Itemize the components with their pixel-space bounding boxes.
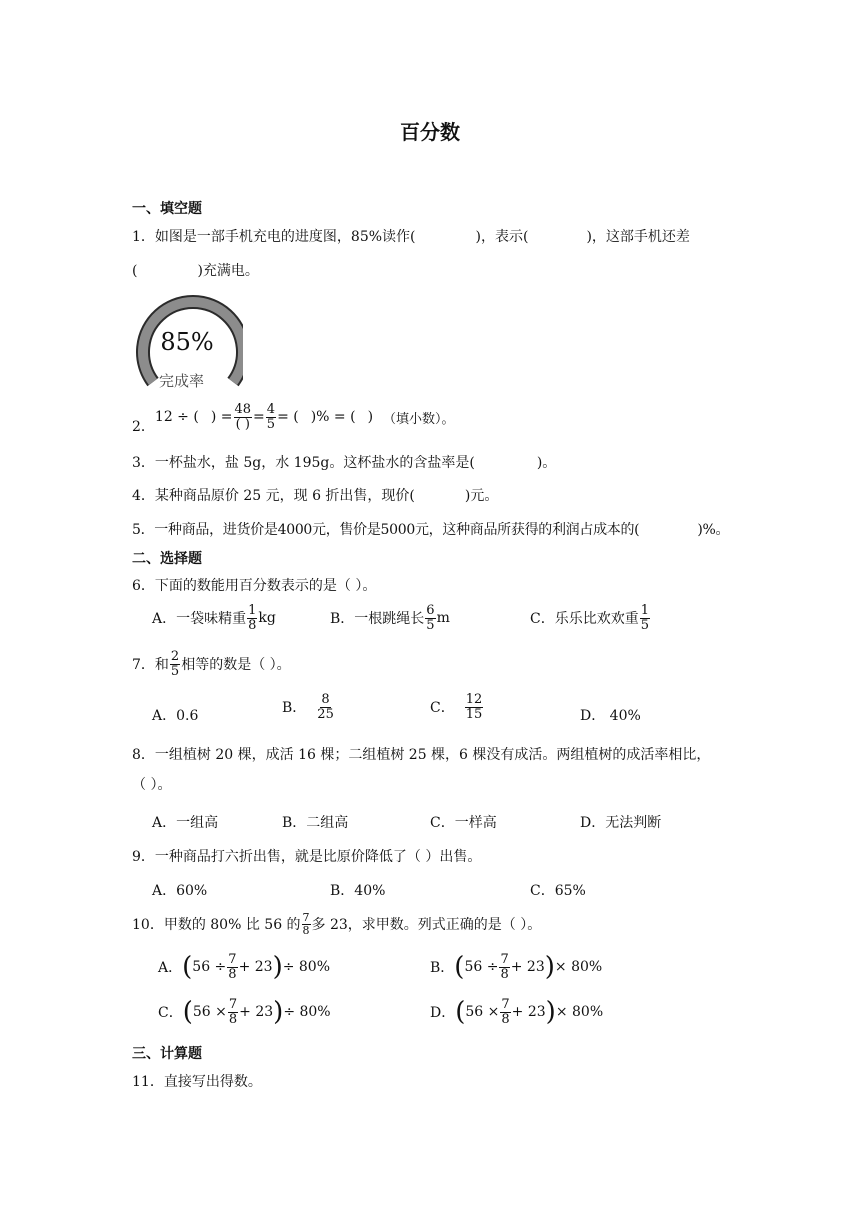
q2-f2-denominator: 5 [266,416,276,432]
q1-text-e: )充满电。 [197,263,259,279]
q7-num: 2 [170,649,180,664]
q8-option-a[interactable]: A．一组高 [152,815,219,831]
q10-b-label: B． [430,960,455,976]
q10-a-label: A． [158,960,183,976]
q7-den: 5 [170,663,180,679]
q7-c-num: 12 [465,692,483,707]
q10-c-operation: ÷ 80% [283,1004,331,1020]
q10-b-fraction [499,953,509,981]
q10-d-label: D． [430,1005,456,1021]
q7-b-label: B． [282,700,307,717]
q10-option-d[interactable] [430,997,603,1027]
q10-c-fraction [228,998,238,1026]
gauge-value: 85% [160,328,214,356]
q6-c-den: 5 [640,617,649,633]
q2-note: （填小数）。 [383,411,455,427]
q7-c-fraction [465,693,484,721]
q10-c-close-paren: ) [273,997,284,1027]
q10-num: 7 [302,911,310,924]
q10-den: 8 [302,923,310,937]
q2-equals: = [253,409,265,425]
q10-option-c[interactable] [158,997,331,1027]
q10-fraction [302,912,311,936]
q7-b-num: 8 [321,692,330,707]
q2-f1-denominator: ( ) [235,416,250,432]
q2-part-2: ) = [210,409,233,425]
q2-part-1: 12 ÷ ( [154,409,199,425]
q3-text: 3．一杯盐水，盐 5g，水 195g。这杯盐水的含盐率是( [132,455,475,471]
q1-text-c: )，这部手机还差 [586,229,690,245]
q6-b-unit: m [436,610,450,627]
q10-a-close-paren: ) [272,952,283,982]
question-1-line-1 [132,226,690,246]
q10-b-open-paren: ( [454,952,465,982]
q8-option-b[interactable]: B．二组高 [282,815,349,831]
q6-b-fraction [425,604,435,632]
q7-b-fraction [316,693,335,721]
q2-number: 2． [132,419,155,435]
q7-pre: 7．和 [132,657,169,674]
q10-d-operation: × 80% [555,1004,604,1020]
q6-a-num: 1 [248,603,257,618]
gauge-label: 完成率 [159,372,205,390]
q6-option-c[interactable] [530,604,651,632]
q9-option-a[interactable]: A．60% [152,883,208,899]
q7-option-c[interactable] [430,693,484,721]
q2-part-3: = ( [277,409,299,425]
q10-option-a[interactable] [158,952,330,982]
q10-pre: 10．甲数的 80% 比 56 的 [132,917,301,934]
q10-c-term-1: 56 × [192,1004,227,1020]
section-heading-fill-in: 一、填空题 [132,201,202,217]
page-title: 百分数 [400,120,460,144]
q6-b-num: 6 [426,603,435,618]
section-heading-choice: 二、选择题 [132,551,202,567]
q10-b-den: 8 [500,966,509,982]
q7-option-a[interactable]: A．0.6 [152,708,199,724]
q6-c-num: 1 [640,603,649,618]
q10-a-fraction [227,953,237,981]
q10-c-num: 7 [228,996,238,1012]
question-8-line-2: （ ）。 [132,777,172,793]
q10-a-operation: ÷ 80% [282,959,331,975]
q8-option-d[interactable]: D．无法判断 [580,815,662,831]
q10-c-label: C． [158,1005,183,1021]
q6-option-b[interactable] [330,604,450,632]
q10-b-term-1: 56 ÷ [464,959,499,975]
question-10-stem [132,912,541,936]
section-heading-calculation: 三、计算题 [132,1046,202,1062]
q10-d-fraction [500,998,510,1026]
q1-text-b: )，表示( [475,229,529,245]
question-1-line-2 [132,260,259,280]
q4-end: )元。 [464,488,499,504]
question-8-line-1: 8．一组植树 20 棵，成活 16 棵；二组植树 25 棵，6 棵没有成活。两组植树的成活率相比， [132,747,711,763]
q7-option-d[interactable]: D． 40% [580,708,641,724]
q2-fraction-2 [266,403,276,431]
q3-end: )。 [536,455,557,471]
q7-post: 相等的数是（ ）。 [181,657,291,674]
q6-a-text: A．一袋味精重 [152,611,247,628]
q10-c-den: 8 [228,1011,238,1027]
question-4 [132,485,498,505]
q2-f1-numerator: 48 [234,401,252,417]
question-5 [132,519,729,539]
q10-b-num: 7 [500,951,509,967]
q6-c-text: C．乐乐比欢欢重 [530,611,639,628]
q7-fraction [170,650,180,678]
q10-d-close-paren: ) [545,997,556,1027]
q6-a-den: 8 [248,617,257,633]
q8-option-c[interactable]: C．一样高 [430,815,497,831]
q7-c-label: C． [430,700,455,717]
q2-f2-numerator: 4 [266,401,276,417]
q10-d-open-paren: ( [455,997,466,1027]
question-11: 11．直接写出得数。 [132,1074,262,1090]
q4-text: 4．某种商品原价 25 元，现 6 折出售，现价( [132,488,415,504]
q2-part-5: ) [367,409,374,425]
q7-option-b[interactable] [282,693,336,721]
q6-b-text: B．一根跳绳长 [330,611,425,628]
q10-option-b[interactable] [430,952,602,982]
q10-a-term-1: 56 ÷ [192,959,227,975]
question-6-stem: 6．下面的数能用百分数表示的是（ ）。 [132,578,377,594]
q2-part-4: )% = ( [310,409,356,425]
question-9-stem: 9．一种商品打六折出售，就是比原价降低了（ ）出售。 [132,849,482,865]
q6-c-fraction [640,604,650,632]
q10-d-den: 8 [501,1011,510,1027]
q10-b-operation: × 80% [554,959,603,975]
q10-a-term-2: + 23 [238,959,273,975]
question-2 [132,398,455,436]
q6-b-den: 5 [426,617,435,633]
q10-d-num: 7 [501,996,510,1012]
q10-a-num: 7 [228,951,237,967]
q10-d-term-2: + 23 [511,1004,546,1020]
q6-a-fraction [247,604,257,632]
charging-progress-gauge [131,290,243,390]
question-7-stem [132,650,291,678]
q7-c-den: 15 [465,706,483,722]
q5-end: )%。 [697,522,730,538]
q10-a-den: 8 [228,966,237,982]
q6-a-unit: kg [258,610,276,627]
q2-fraction-1 [234,403,253,431]
q10-post: 多 23，求甲数。列式正确的是（ ）。 [311,917,542,934]
q1-text-d: ( [132,263,138,279]
q5-text: 5．一种商品，进货价是4000元，售价是5000元，这种商品所获得的利润占成本的( [132,522,640,538]
q7-b-den: 25 [317,706,334,722]
q1-text-a: 1．如图是一部手机充电的进度图，85%读作( [132,229,416,245]
q9-option-b[interactable]: B．40% [330,883,386,899]
q9-option-c[interactable]: C．65% [530,883,586,899]
q6-option-a[interactable] [152,604,276,632]
q10-a-open-paren: ( [182,952,193,982]
q10-b-term-2: + 23 [510,959,545,975]
question-3 [132,452,556,472]
q10-b-close-paren: ) [544,952,555,982]
q10-c-term-2: + 23 [239,1004,274,1020]
q10-c-open-paren: ( [182,997,193,1027]
q10-d-term-1: 56 × [465,1004,500,1020]
